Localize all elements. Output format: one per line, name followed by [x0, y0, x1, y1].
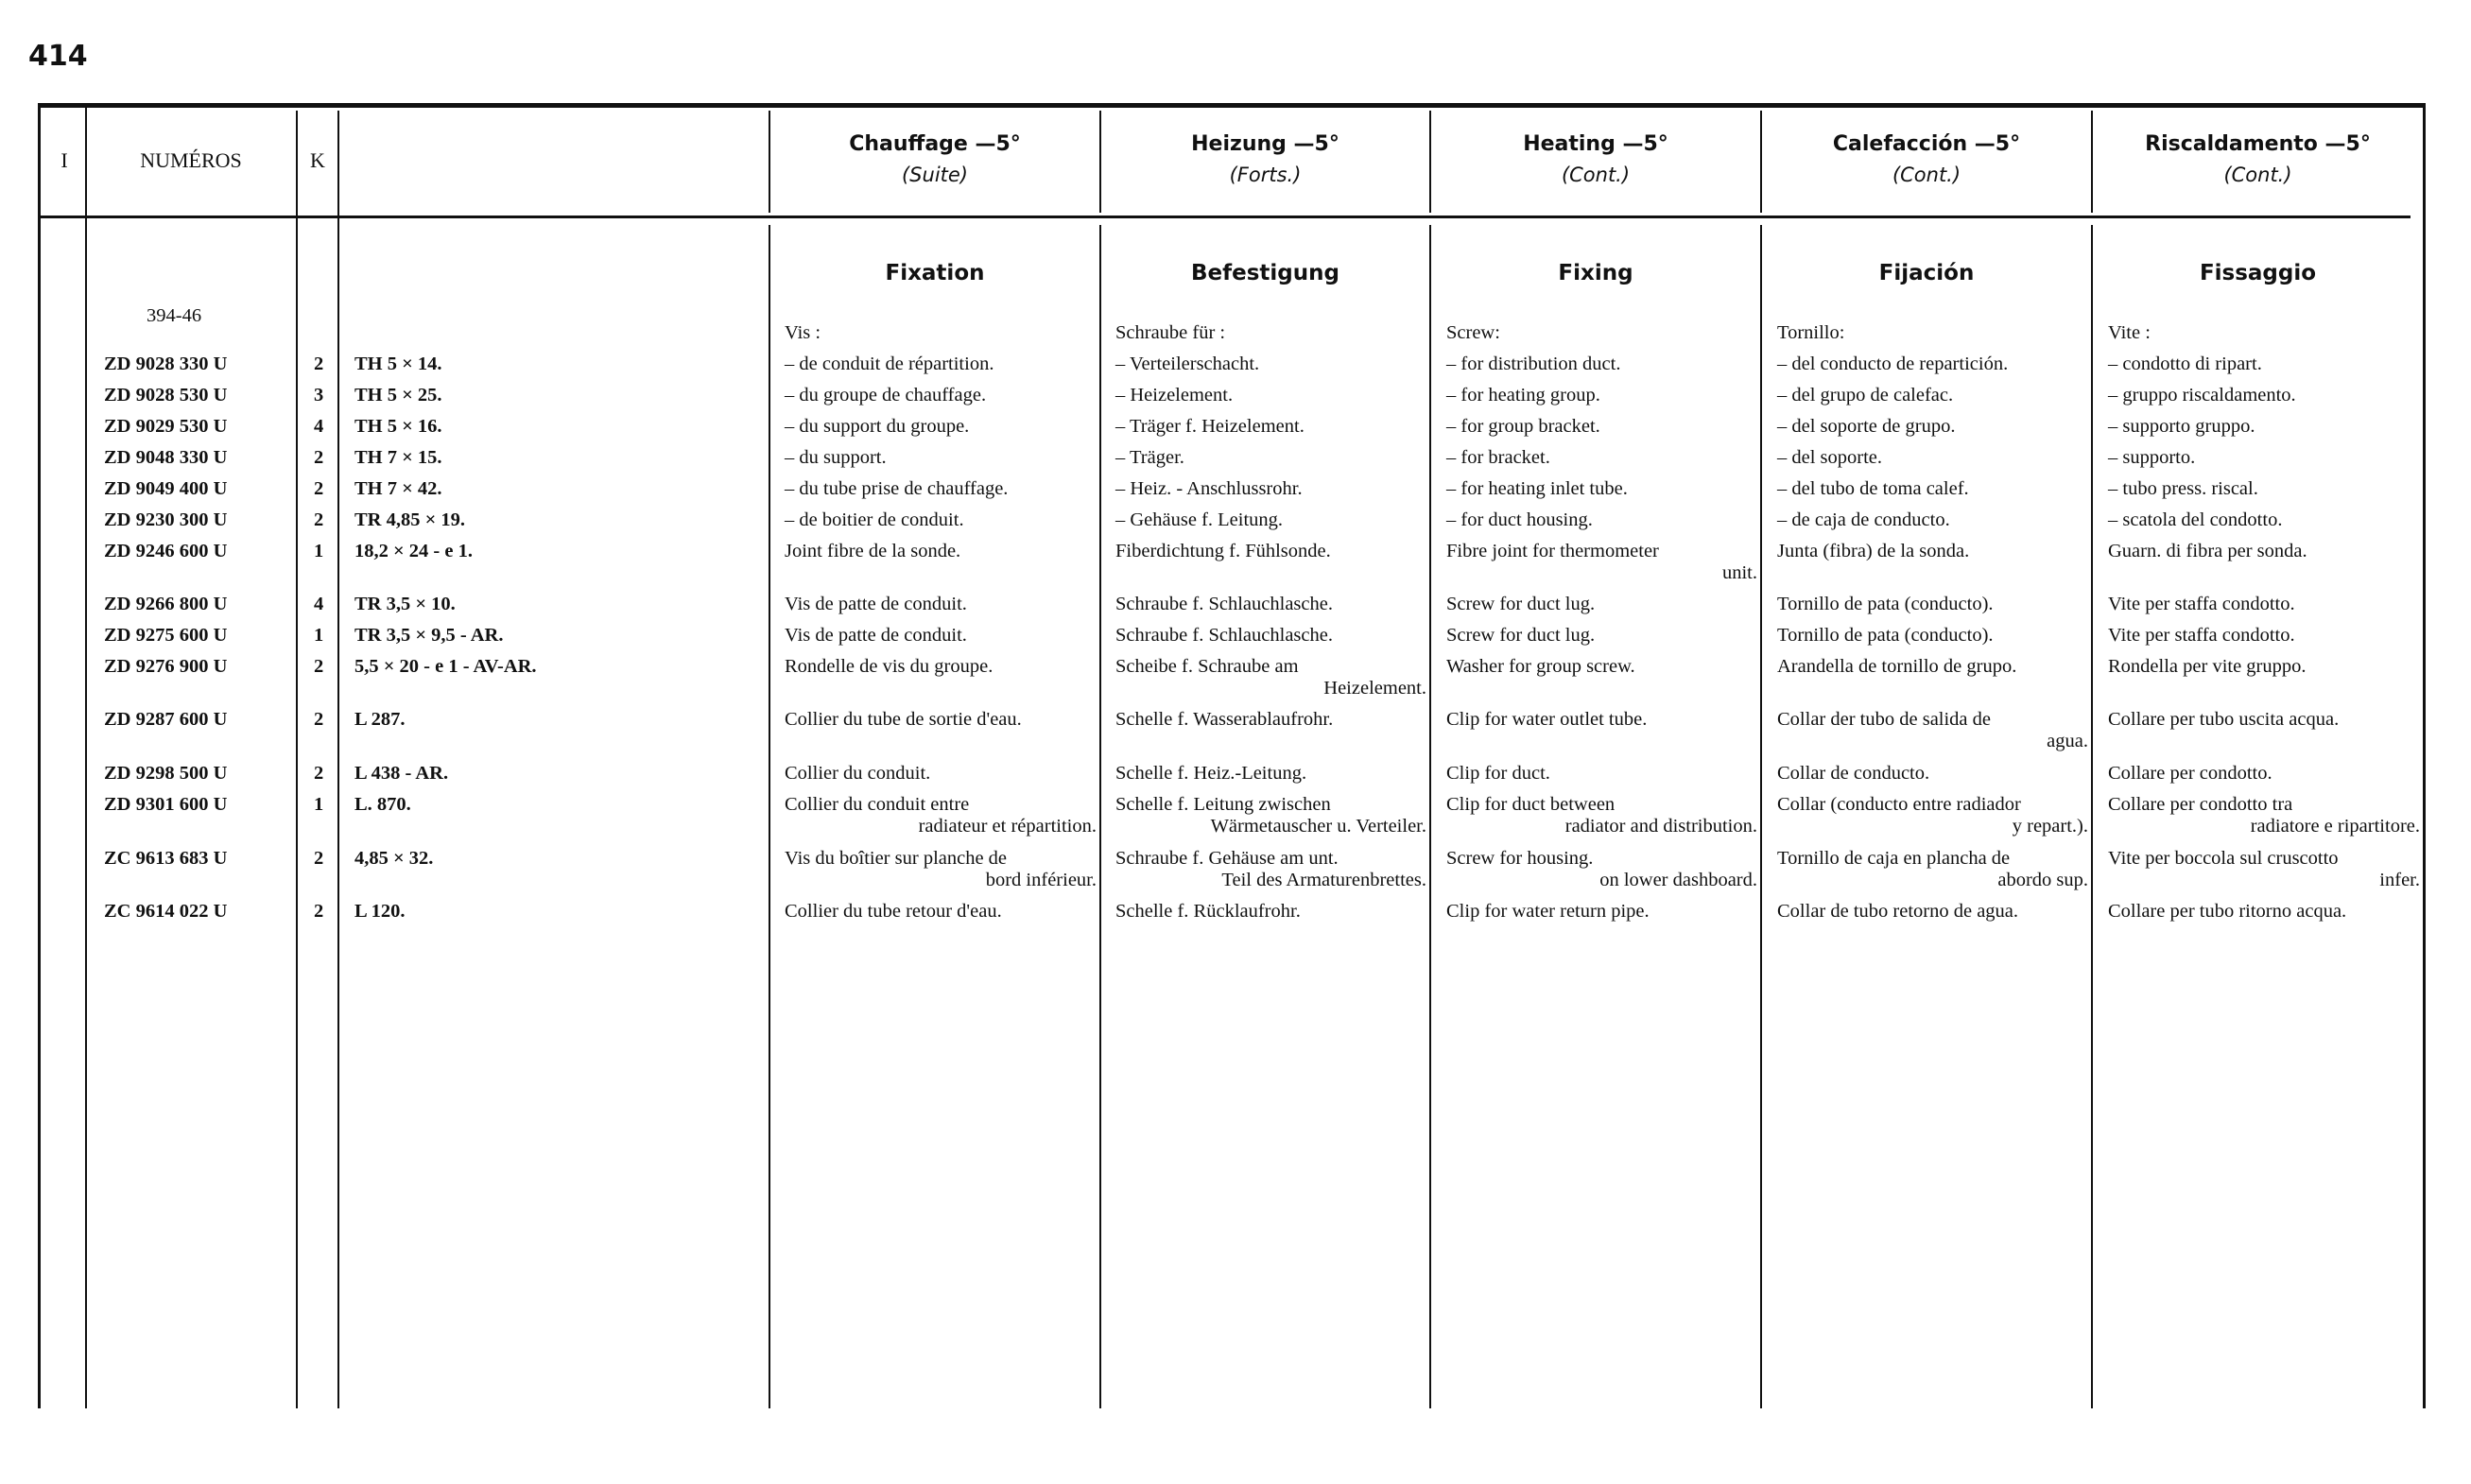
col-line-k [337, 111, 339, 1408]
part-number: ZD 9266 800 U [104, 594, 228, 614]
col-line-es-b [2091, 225, 2093, 1408]
desc-fr: Vis de patte de conduit. [785, 594, 967, 614]
desc-de: Schraube f. Gehäuse am unt. [1115, 848, 1339, 869]
desc-en-continued: radiator and distribution. [1564, 816, 1757, 837]
part-spec: L 287. [354, 709, 406, 730]
desc-en: Clip for water return pipe. [1446, 901, 1650, 922]
part-spec: TR 3,5 × 10. [354, 594, 456, 614]
desc-it: Collare per condotto. [2108, 763, 2272, 784]
col-line-spec [769, 111, 770, 213]
part-spec: TH 5 × 14. [354, 354, 442, 374]
desc-en: Screw for housing. [1446, 848, 1594, 869]
col-line-num [296, 111, 298, 1408]
desc-it: Rondella per vite gruppo. [2108, 656, 2307, 677]
part-number: ZD 9048 330 U [104, 447, 228, 468]
header-title-es: Calefacción —5° [1832, 132, 2021, 156]
header-sub-de: (Forts.) [1229, 164, 1302, 186]
page-number: 414 [28, 40, 88, 73]
desc-it: – supporto. [2108, 447, 2196, 468]
col-line-en [1760, 111, 1762, 213]
desc-es-continued: agua. [2047, 731, 2088, 751]
desc-it-continued: infer. [2379, 870, 2420, 890]
desc-it: Vite per boccola sul cruscotto [2108, 848, 2339, 869]
desc-it: Vite per staffa condotto. [2108, 594, 2295, 614]
desc-es: Collar de conducto. [1777, 763, 1930, 784]
part-quantity: 1 [314, 541, 324, 561]
col-line-fr-b [1099, 225, 1101, 1408]
col-line-spec-b [769, 225, 770, 1408]
desc-it: Collare per condotto tra [2108, 794, 2293, 815]
part-number: ZD 9301 600 U [104, 794, 228, 815]
desc-en: Screw for duct lug. [1446, 625, 1596, 646]
section-title-fr: Fixation [885, 261, 985, 285]
desc-es: Tornillo de caja en plancha de [1777, 848, 2011, 869]
section-title-de: Befestigung [1191, 261, 1339, 285]
group-ref: 394-46 [147, 305, 202, 326]
desc-it: Vite per staffa condotto. [2108, 625, 2295, 646]
part-quantity: 4 [314, 594, 324, 614]
part-number: ZC 9613 683 U [104, 848, 228, 869]
col-line-en-b [1760, 225, 1762, 1408]
part-number: ZD 9049 400 U [104, 478, 228, 499]
part-number: ZD 9287 600 U [104, 709, 228, 730]
section-title-it: Fissaggio [2199, 261, 2317, 285]
desc-en: Fibre joint for thermometer [1446, 541, 1659, 561]
desc-fr: Vis de patte de conduit. [785, 625, 967, 646]
desc-de: – Verteilerschacht. [1115, 354, 1260, 374]
desc-it-continued: radiatore e ripartitore. [2250, 816, 2420, 837]
part-number: ZD 9230 300 U [104, 509, 228, 530]
part-quantity: 4 [314, 416, 324, 437]
desc-es: – del soporte. [1777, 447, 1883, 468]
part-spec: 4,85 × 32. [354, 848, 434, 869]
desc-it: – supporto gruppo. [2108, 416, 2255, 437]
desc-en: – for duct housing. [1446, 509, 1593, 530]
desc-es: Collar (conducto entre radiador [1777, 794, 2021, 815]
desc-de-continued: Teil des Armaturenbrettes. [1221, 870, 1426, 890]
header-bottom-border [38, 216, 2411, 218]
part-quantity: 2 [314, 478, 324, 499]
desc-es: – de caja de conducto. [1777, 509, 1950, 530]
part-spec: TH 5 × 16. [354, 416, 442, 437]
header-sub-en: (Cont.) [1561, 164, 1631, 186]
desc-en: – for heating inlet tube. [1446, 478, 1628, 499]
header-title-de: Heizung —5° [1191, 132, 1339, 156]
desc-de: – Gehäuse f. Leitung. [1115, 509, 1284, 530]
part-spec: L. 870. [354, 794, 411, 815]
desc-de: Schelle f. Wasserablaufrohr. [1115, 709, 1334, 730]
part-number: ZD 9028 530 U [104, 385, 228, 406]
header-title-fr: Chauffage —5° [849, 132, 1021, 156]
desc-es: – del tubo de toma calef. [1777, 478, 1969, 499]
desc-fr: Joint fibre de la sonde. [785, 541, 961, 561]
header-col-k: K [310, 148, 325, 172]
part-number: ZD 9276 900 U [104, 656, 228, 677]
desc-es: Tornillo de pata (conducto). [1777, 594, 1994, 614]
desc-en-continued: unit. [1721, 562, 1757, 583]
desc-fr: Collier du conduit. [785, 763, 931, 784]
header-title-en: Heating —5° [1523, 132, 1668, 156]
desc-en: – for bracket. [1446, 447, 1550, 468]
desc-fr: – de boitier de conduit. [785, 509, 964, 530]
col-line-left [38, 104, 41, 1408]
desc-es: Collar der tubo de salida de [1777, 709, 1992, 730]
desc-it: Guarn. di fibra per sonda. [2108, 541, 2307, 561]
desc-de: Schelle f. Rücklaufrohr. [1115, 901, 1301, 922]
intro-es: Tornillo: [1777, 322, 1845, 343]
desc-es: Junta (fibra) de la sonda. [1777, 541, 1970, 561]
desc-fr-continued: radiateur et répartition. [918, 816, 1097, 837]
part-quantity: 1 [314, 794, 324, 815]
part-number: ZD 9298 500 U [104, 763, 228, 784]
table-top-border [38, 103, 2426, 108]
desc-fr: Collier du conduit entre [785, 794, 970, 815]
intro-en: Screw: [1446, 322, 1500, 343]
desc-de: – Heizelement. [1115, 385, 1234, 406]
col-line-de-b [1429, 225, 1431, 1408]
part-spec: 5,5 × 20 - e 1 - AV-AR. [354, 656, 537, 677]
section-title-en: Fixing [1558, 261, 1633, 285]
desc-de: Schelle f. Leitung zwischen [1115, 794, 1331, 815]
part-quantity: 2 [314, 901, 324, 922]
desc-fr: Collier du tube de sortie d'eau. [785, 709, 1022, 730]
col-line-i [85, 104, 87, 1408]
desc-en: Washer for group screw. [1446, 656, 1635, 677]
part-spec: TH 7 × 15. [354, 447, 442, 468]
desc-it: – gruppo riscaldamento. [2108, 385, 2296, 406]
desc-de: Schraube f. Schlauchlasche. [1115, 625, 1333, 646]
header-title-it: Riscaldamento —5° [2145, 132, 2371, 156]
desc-es: Arandella de tornillo de grupo. [1777, 656, 2017, 677]
part-quantity: 2 [314, 848, 324, 869]
desc-es: – del conducto de repartición. [1777, 354, 2009, 374]
desc-de-continued: Wärmetauscher u. Verteiler. [1210, 816, 1426, 837]
desc-it: – condotto di ripart. [2108, 354, 2262, 374]
desc-fr: Rondelle de vis du groupe. [785, 656, 994, 677]
desc-de-continued: Heizelement. [1323, 678, 1426, 699]
desc-de: – Träger f. Heizelement. [1115, 416, 1305, 437]
desc-it: – scatola del condotto. [2108, 509, 2283, 530]
desc-it: Collare per tubo ritorno acqua. [2108, 901, 2347, 922]
part-number: ZD 9246 600 U [104, 541, 228, 561]
desc-fr: – du groupe de chauffage. [785, 385, 987, 406]
header-col-i: I [60, 148, 68, 172]
part-number: ZD 9275 600 U [104, 625, 228, 646]
part-number: ZD 9029 530 U [104, 416, 228, 437]
part-spec: TR 4,85 × 19. [354, 509, 466, 530]
intro-it: Vite : [2108, 322, 2151, 343]
desc-de: Schraube f. Schlauchlasche. [1115, 594, 1333, 614]
part-quantity: 2 [314, 656, 324, 677]
desc-en: Clip for duct between [1446, 794, 1616, 815]
desc-en: Screw for duct lug. [1446, 594, 1596, 614]
col-line-es [2091, 111, 2093, 213]
header-sub-es: (Cont.) [1892, 164, 1961, 186]
desc-de: – Träger. [1115, 447, 1184, 468]
desc-fr: – de conduit de répartition. [785, 354, 994, 374]
desc-en: – for distribution duct. [1446, 354, 1621, 374]
desc-es: – del soporte de grupo. [1777, 416, 1956, 437]
desc-fr-continued: bord inférieur. [985, 870, 1097, 890]
part-spec: 18,2 × 24 - e 1. [354, 541, 473, 561]
desc-es: Collar de tubo retorno de agua. [1777, 901, 2019, 922]
col-line-fr [1099, 111, 1101, 213]
part-quantity: 2 [314, 763, 324, 784]
part-quantity: 1 [314, 625, 324, 646]
desc-fr: – du support du groupe. [785, 416, 970, 437]
col-line-right [2423, 104, 2426, 1408]
col-line-de [1429, 111, 1431, 213]
part-spec: L 120. [354, 901, 406, 922]
part-spec: TR 3,5 × 9,5 - AR. [354, 625, 504, 646]
desc-de: – Heiz. - Anschlussrohr. [1115, 478, 1303, 499]
desc-en: Clip for duct. [1446, 763, 1550, 784]
part-quantity: 2 [314, 354, 324, 374]
desc-it: Collare per tubo uscita acqua. [2108, 709, 2340, 730]
part-quantity: 2 [314, 447, 324, 468]
desc-fr: – du support. [785, 447, 887, 468]
header-sub-fr: (Suite) [901, 164, 968, 186]
desc-en: – for heating group. [1446, 385, 1600, 406]
part-spec: L 438 - AR. [354, 763, 449, 784]
desc-es: Tornillo de pata (conducto). [1777, 625, 1994, 646]
header-col-numeros: NUMÉROS [140, 148, 242, 172]
desc-en-continued: on lower dashboard. [1599, 870, 1757, 890]
desc-fr: Collier du tube retour d'eau. [785, 901, 1002, 922]
part-number: ZD 9028 330 U [104, 354, 228, 374]
desc-de: Schelle f. Heiz.-Leitung. [1115, 763, 1307, 784]
part-spec: TH 7 × 42. [354, 478, 442, 499]
desc-en: Clip for water outlet tube. [1446, 709, 1648, 730]
desc-en: – for group bracket. [1446, 416, 1600, 437]
header-sub-it: (Cont.) [2223, 164, 2292, 186]
part-number: ZC 9614 022 U [104, 901, 228, 922]
desc-es-continued: abordo sup. [1997, 870, 2088, 890]
desc-es-continued: y repart.). [2012, 816, 2088, 837]
desc-de: Fiberdichtung f. Fühlsonde. [1115, 541, 1331, 561]
part-quantity: 3 [314, 385, 324, 406]
intro-fr: Vis : [785, 322, 821, 343]
desc-fr: Vis du boîtier sur planche de [785, 848, 1008, 869]
part-quantity: 2 [314, 509, 324, 530]
intro-de: Schraube für : [1115, 322, 1226, 343]
part-quantity: 2 [314, 709, 324, 730]
part-spec: TH 5 × 25. [354, 385, 442, 406]
desc-it: – tubo press. riscal. [2108, 478, 2258, 499]
desc-de: Scheibe f. Schraube am [1115, 656, 1299, 677]
section-title-es: Fijación [1878, 261, 1975, 285]
desc-fr: – du tube prise de chauffage. [785, 478, 1009, 499]
desc-es: – del grupo de calefac. [1777, 385, 1954, 406]
